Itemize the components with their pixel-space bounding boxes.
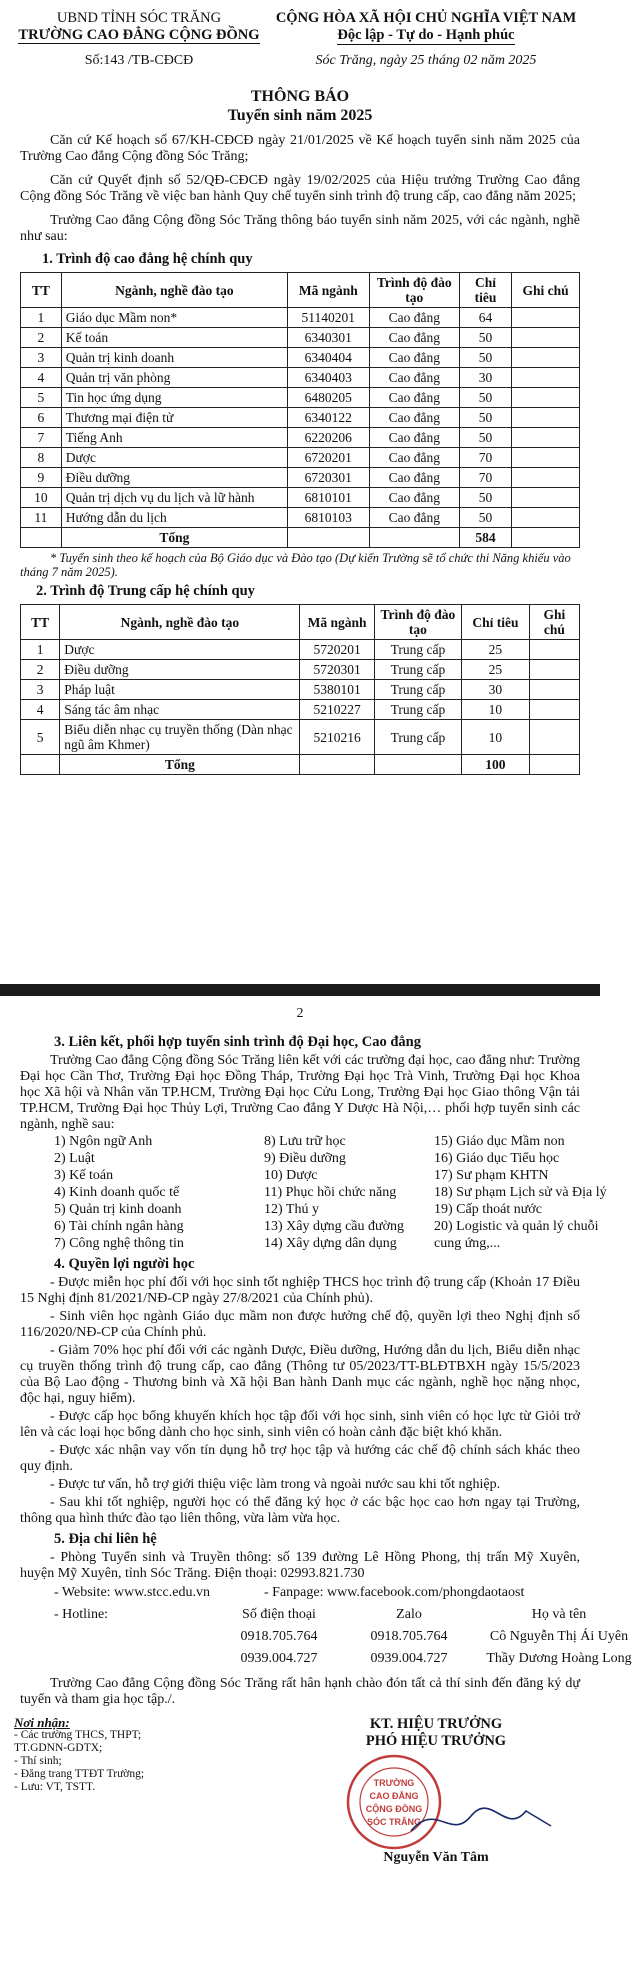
- total-value: 100: [462, 755, 530, 775]
- major-item: 8) Lưu trữ học: [264, 1134, 346, 1149]
- column-header: Mã ngành: [288, 273, 369, 308]
- major-item: 14) Xây dựng dân dụng: [264, 1236, 397, 1251]
- table-cell: 6220206: [288, 428, 369, 448]
- benefit-item: - Giảm 70% học phí đối với các ngành Dược, Điều dưỡng, Hướng dẫn du lịch, Biểu diễn nhạc cụ truyền thống trình độ trung cấp, cao đẳng (Thông tư 05/2023/TT-BLĐTBXH ngày 15/5/2023 của Bộ Lao động - Thương binh và Xã hội Ban hành Danh mục các ngành, nghề học nặng nhọc, độc hại, nguy hiểm).: [20, 1343, 580, 1406]
- table-cell: Trung cấp: [374, 680, 461, 700]
- total-label: Tổng: [61, 528, 287, 548]
- table-row: [21, 448, 580, 468]
- table-cell: 70: [460, 448, 512, 468]
- table-cell: 50: [460, 508, 512, 528]
- table-cell: Tin học ứng dụng: [61, 388, 287, 408]
- table-cell: 50: [460, 408, 512, 428]
- table-cell: Thương mại điện tử: [61, 408, 287, 428]
- column-header: TT: [21, 273, 62, 308]
- table-cell: 1: [21, 640, 60, 660]
- table-cell: Trung cấp: [374, 640, 461, 660]
- national-heading: [266, 10, 586, 45]
- title-line-2: Tuyển sinh năm 2025: [227, 107, 373, 124]
- table-cell: 64: [460, 308, 512, 328]
- table-cell: [512, 448, 580, 468]
- hotline-table: [14, 1604, 632, 1670]
- table-cell: 4: [21, 368, 62, 388]
- table-cell: Tiếng Anh: [61, 428, 287, 448]
- table-cell: 6480205: [288, 388, 369, 408]
- table-cell: 5: [21, 388, 62, 408]
- major-item: 18) Sư phạm Lịch sử và Địa lý: [434, 1185, 607, 1200]
- table-cell: 50: [460, 428, 512, 448]
- document-page-2: [0, 996, 632, 1969]
- hotline-cell: 0918.705.764: [240, 1629, 318, 1644]
- place-date: Sóc Trăng, ngày 25 tháng 02 năm 2025: [315, 53, 537, 68]
- major-item: 20) Logistic và quản lý chuỗi: [434, 1219, 599, 1234]
- sign-title-1: KT. HIỆU TRƯỞNG: [369, 1716, 503, 1732]
- table-cell: [512, 468, 580, 488]
- table-cell: Dược: [60, 640, 300, 660]
- recipient-item: TT.GDNN-GDTX;: [14, 1742, 103, 1754]
- table-cell: 5210216: [300, 720, 374, 755]
- recipients-title: Nơi nhận:: [14, 1715, 70, 1730]
- table-cell: 50: [460, 348, 512, 368]
- table-cell: [512, 388, 580, 408]
- total-cell: [374, 755, 461, 775]
- school-name: TRƯỜNG CAO ĐẲNG CỘNG ĐỒNG: [18, 27, 260, 43]
- table-cell: Cao đẳng: [369, 448, 460, 468]
- major-item: 19) Cấp thoát nước: [434, 1202, 542, 1217]
- table-cell: Cao đẳng: [369, 428, 460, 448]
- table-cell: Điều dưỡng: [60, 660, 300, 680]
- intro-paragraph-2: Căn cứ Quyết định số 52/QĐ-CĐCĐ ngày 19/02/2025 của Hiệu trưởng Trường Cao đẳng Cộng đồng Sóc Trăng về việc ban hành Quy chế tuyển sinh trình độ trung cấp, cao đẳng năm 2025;: [20, 173, 580, 204]
- document-title: [14, 87, 586, 125]
- college-programs-table: [20, 272, 580, 548]
- table-cell: Quản trị dịch vụ du lịch và lữ hành: [61, 488, 287, 508]
- table-cell: Hướng dẫn du lịch: [61, 508, 287, 528]
- table-cell: 10: [21, 488, 62, 508]
- column-header: Ghi chú: [529, 605, 579, 640]
- table-cell: [529, 700, 579, 720]
- table-cell: 6810101: [288, 488, 369, 508]
- table-cell: Trung cấp: [374, 660, 461, 680]
- table-cell: Cao đẳng: [369, 368, 460, 388]
- table-cell: Quản trị văn phòng: [61, 368, 287, 388]
- section-4-heading: 4. Quyền lợi người học: [54, 1256, 195, 1272]
- document-number: Số:143 /TB-CĐCĐ: [84, 53, 194, 68]
- major-item: 11) Phục hồi chức năng: [264, 1185, 397, 1200]
- hotline-cell: 0918.705.764: [370, 1629, 448, 1644]
- section-2-heading: 2. Trình độ Trung cấp hệ chính quy: [36, 583, 255, 599]
- major-item: 7) Công nghệ thông tin: [54, 1236, 184, 1251]
- benefit-item: - Sau khi tốt nghiệp, người học có thể đăng ký học ở các bậc học cao hơn ngay tại Trường, thông qua hình thức đào tạo liên thông, vừa làm vừa học.: [20, 1495, 580, 1526]
- hotline-cell: Cô Nguyễn Thị Ái Uyên: [489, 1629, 629, 1644]
- table-cell: 2: [21, 328, 62, 348]
- column-header: Ghi chú: [512, 273, 580, 308]
- table-cell: Kế toán: [61, 328, 287, 348]
- table-cell: 9: [21, 468, 62, 488]
- hotline-header-cell: Số điện thoại: [242, 1607, 316, 1622]
- sign-title-2: PHÓ HIỆU TRƯỞNG: [365, 1733, 507, 1749]
- hotline-header-cell: Zalo: [396, 1607, 422, 1622]
- republic-name: CỘNG HÒA XÃ HỘI CHỦ NGHĨA VIỆT NAM: [275, 10, 577, 26]
- hotline-row: [54, 1648, 632, 1670]
- table-cell: 10: [462, 720, 530, 755]
- total-cell: [512, 528, 580, 548]
- hotline-header-cell: - Hotline:: [54, 1607, 109, 1622]
- table-cell: Trung cấp: [374, 700, 461, 720]
- table-row: [21, 680, 580, 700]
- column-header: Chỉ tiêu: [462, 605, 530, 640]
- column-header: TT: [21, 605, 60, 640]
- table-row: [21, 388, 580, 408]
- table-row: [21, 640, 580, 660]
- recipients-block: [14, 1716, 264, 1866]
- major-item: 16) Giáo dục Tiểu học: [434, 1151, 560, 1166]
- table-cell: 10: [462, 700, 530, 720]
- table-cell: Cao đẳng: [369, 388, 460, 408]
- table-cell: 30: [462, 680, 530, 700]
- column-header: Chỉ tiêu: [460, 273, 512, 308]
- table-row: [21, 468, 580, 488]
- table-cell: Cao đẳng: [369, 348, 460, 368]
- column-header: Ngành, nghề đào tạo: [60, 605, 300, 640]
- table-row: [21, 428, 580, 448]
- intro-paragraph-3: Trường Cao đẳng Cộng đồng Sóc Trăng thông báo tuyển sinh năm 2025, với các ngành, nghề như sau:: [20, 213, 580, 244]
- column-header: Trình độ đào tạo: [369, 273, 460, 308]
- recipient-item: - Thí sinh;: [14, 1755, 62, 1767]
- table-row: [21, 348, 580, 368]
- major-item: 5) Quản trị kinh doanh: [54, 1202, 182, 1217]
- benefit-item: - Được xác nhận vay vốn tín dụng hỗ trợ học tập và hướng các chế độ chính sách khác theo quy định.: [20, 1443, 580, 1474]
- table-cell: Cao đẳng: [369, 488, 460, 508]
- signer-name: Nguyễn Văn Tâm: [383, 1850, 489, 1865]
- hotline-cell: [54, 1626, 214, 1648]
- table-cell: 6: [21, 408, 62, 428]
- table-cell: 5720301: [300, 660, 374, 680]
- table-cell: [512, 368, 580, 388]
- document-meta: [14, 53, 586, 69]
- table-cell: Quản trị kinh doanh: [61, 348, 287, 368]
- column-header: Mã ngành: [300, 605, 374, 640]
- table-cell: [512, 488, 580, 508]
- document-footer: [14, 1716, 586, 1866]
- table-cell: [512, 328, 580, 348]
- fanpage-link[interactable]: - Fanpage: www.facebook.com/phongdaotaost: [264, 1585, 525, 1600]
- table-cell: 3: [21, 680, 60, 700]
- table-cell: 5: [21, 720, 60, 755]
- section-3-text: Trường Cao đẳng Cộng đồng Sóc Trăng liên kết với các trường đại học, cao đẳng như: Trường Đại học Cần Thơ, Trường Đại học Đồng Tháp, Trường Đại học Trà Vinh, Trường Đại học Khoa học Xã hội và Nhân văn TP.HCM, Trường Đại học Cửu Long, Trường Đại học Giao thông Vận tải TP.HCM, Trường Đại học Thủy Lợi, Trường Cao đẳng Y Dược Hà Nội,… phối hợp tuyển sinh các ngành, nghề sau:: [20, 1053, 580, 1132]
- table-cell: [512, 348, 580, 368]
- signature-scribble-icon: [406, 1796, 556, 1846]
- major-item: 3) Kế toán: [54, 1168, 114, 1183]
- page-number: 2: [296, 1006, 304, 1021]
- table-row: [21, 720, 580, 755]
- table-cell: Sáng tác âm nhạc: [60, 700, 300, 720]
- intro-paragraph-1: Căn cứ Kế hoạch số 67/KH-CĐCĐ ngày 21/01/2025 về Kế hoạch tuyển sinh năm 2025 của Trường Cao đẳng Cộng đồng Sóc Trăng;: [20, 133, 580, 164]
- table-cell: 3: [21, 348, 62, 368]
- major-item: 10) Dược: [264, 1168, 318, 1183]
- total-cell: [529, 755, 579, 775]
- table-cell: [512, 508, 580, 528]
- table-cell: Trung cấp: [374, 720, 461, 755]
- table-cell: [512, 428, 580, 448]
- major-item: 17) Sư phạm KHTN: [434, 1168, 549, 1183]
- table-cell: 5210227: [300, 700, 374, 720]
- hotline-cell: [54, 1648, 214, 1670]
- table-cell: [529, 640, 579, 660]
- table-cell: Dược: [61, 448, 287, 468]
- column-header: Ngành, nghề đào tạo: [61, 273, 287, 308]
- major-item: 4) Kinh doanh quốc tế: [54, 1185, 180, 1200]
- table-row: [21, 308, 580, 328]
- table-row: [21, 368, 580, 388]
- section-3-heading: 3. Liên kết, phối hợp tuyển sinh trình độ Đại học, Cao đẳng: [54, 1034, 421, 1050]
- majors-list: [54, 1133, 607, 1252]
- table-cell: Cao đẳng: [369, 468, 460, 488]
- major-item: 12) Thú y: [264, 1202, 319, 1217]
- table-cell: 51140201: [288, 308, 369, 328]
- table-cell: 11: [21, 508, 62, 528]
- total-cell: [21, 528, 62, 548]
- table-cell: 8: [21, 448, 62, 468]
- major-item: 6) Tài chính ngân hàng: [54, 1219, 184, 1234]
- table-cell: Cao đẳng: [369, 328, 460, 348]
- signature-block: [286, 1716, 586, 1866]
- table-row: [21, 408, 580, 428]
- table-cell: 6720201: [288, 448, 369, 468]
- table-cell: 6340404: [288, 348, 369, 368]
- table-row: [21, 508, 580, 528]
- table-cell: 50: [460, 328, 512, 348]
- table-cell: 6340403: [288, 368, 369, 388]
- table-cell: 2: [21, 660, 60, 680]
- table-cell: [512, 308, 580, 328]
- table-cell: Giáo dục Mầm non*: [61, 308, 287, 328]
- benefit-item: - Được cấp học bổng khuyến khích học tập đối với học sinh, sinh viên có học lực từ Giỏi trở lên và các loại học bổng dành cho học sinh, sinh viên có hoàn cảnh đặc biệt khó khăn.: [20, 1409, 580, 1440]
- table-cell: 70: [460, 468, 512, 488]
- table-cell: [529, 660, 579, 680]
- table-cell: 6340122: [288, 408, 369, 428]
- table-row: [21, 660, 580, 680]
- hotline-cell: Thầy Dương Hoàng Long: [486, 1651, 632, 1666]
- table-cell: 50: [460, 488, 512, 508]
- total-row: [21, 755, 580, 775]
- table-cell: Cao đẳng: [369, 308, 460, 328]
- table-cell: 6720301: [288, 468, 369, 488]
- hotline-row: [54, 1626, 629, 1648]
- recipient-item: - Các trường THCS, THPT;: [14, 1729, 142, 1741]
- document-page-1: [0, 0, 600, 960]
- table-cell: 6810103: [288, 508, 369, 528]
- major-item: 9) Điều dưỡng: [264, 1151, 346, 1166]
- table-cell: Điều dưỡng: [61, 468, 287, 488]
- table-cell: 1: [21, 308, 62, 328]
- benefit-item: - Được tư vấn, hỗ trợ giới thiệu việc làm trong và ngoài nước sau khi tốt nghiệp.: [50, 1477, 501, 1492]
- major-item: 2) Luật: [54, 1151, 95, 1166]
- benefit-item: - Được miễn học phí đối với học sinh tốt nghiệp THCS học trình độ trung cấp (Khoản 17 Điều 15 Nghị định 81/2021/NĐ-CP ngày 27/8/2021 của Chính phủ).: [20, 1275, 580, 1306]
- column-header: Trình độ đào tạo: [374, 605, 461, 640]
- table-cell: Cao đẳng: [369, 408, 460, 428]
- stamp-text: SÓC TRĂNG: [367, 1817, 421, 1827]
- stamp-text: TRƯỜNG: [373, 1778, 415, 1788]
- table-cell: 25: [462, 660, 530, 680]
- total-cell: [21, 755, 60, 775]
- table-cell: 7: [21, 428, 62, 448]
- stamp-text: CAO ĐẲNG: [369, 1791, 419, 1801]
- hotline-cell: 0939.004.727: [370, 1651, 448, 1666]
- major-item: cung ứng,...: [434, 1236, 501, 1251]
- total-value: 584: [460, 528, 512, 548]
- section-5-heading: 5. Địa chỉ liên hệ: [54, 1531, 157, 1547]
- table-cell: 50: [460, 388, 512, 408]
- recipient-item: - Lưu: VT, TSTT.: [14, 1781, 96, 1793]
- table-cell: [529, 680, 579, 700]
- major-item: 1) Ngôn ngữ Anh: [54, 1134, 153, 1149]
- section-1-heading: 1. Trình độ cao đẳng hệ chính quy: [42, 251, 253, 267]
- total-cell: [300, 755, 374, 775]
- table-row: [21, 328, 580, 348]
- document-header: [14, 0, 586, 45]
- recipient-item: - Đăng trang TTĐT Trường;: [14, 1768, 145, 1780]
- agency-name: UBND TỈNH SÓC TRĂNG: [56, 10, 222, 26]
- section-1-note: * Tuyển sinh theo kế hoạch của Bộ Giáo dục và Đào tạo (Dự kiến Trường sẽ tổ chức thi Năng khiếu vào tháng 7 năm 2025).: [20, 551, 571, 579]
- national-motto: Độc lập - Tự do - Hạnh phúc: [337, 27, 515, 43]
- table-cell: 5720201: [300, 640, 374, 660]
- table-row: [21, 488, 580, 508]
- website-link[interactable]: - Website: www.stcc.edu.vn: [54, 1585, 210, 1600]
- table-cell: 25: [462, 640, 530, 660]
- benefits-list: [14, 1275, 586, 1527]
- table-cell: [512, 408, 580, 428]
- table-cell: [529, 720, 579, 755]
- table-cell: 4: [21, 700, 60, 720]
- page-separator: [0, 984, 600, 996]
- closing-paragraph: Trường Cao đẳng Cộng đồng Sóc Trăng rất hân hạnh chào đón tất cả thí sinh đến đăng ký dự tuyển và tham gia học tập./.: [20, 1676, 580, 1707]
- hotline-header-cell: Họ và tên: [531, 1607, 587, 1622]
- vocational-programs-table: [20, 604, 580, 775]
- table-cell: 6340301: [288, 328, 369, 348]
- benefit-item: - Sinh viên học ngành Giáo dục mầm non được hưởng chế độ, quyền lợi theo Nghị định số 116/2020/NĐ-CP của Chính phủ.: [20, 1309, 580, 1340]
- hotline-header: [54, 1604, 586, 1626]
- issuer-block: [14, 10, 264, 45]
- total-cell: [369, 528, 460, 548]
- hotline-cell: 0939.004.727: [240, 1651, 318, 1666]
- table-cell: Pháp luật: [60, 680, 300, 700]
- table-cell: Biểu diễn nhạc cụ truyền thống (Dàn nhạc ngũ âm Khmer): [60, 720, 300, 755]
- stamp-text: CỘNG ĐỒNG: [365, 1804, 423, 1814]
- total-label: Tổng: [60, 755, 300, 775]
- total-row: [21, 528, 580, 548]
- web-links: [54, 1582, 586, 1604]
- contact-address: - Phòng Tuyển sinh và Truyền thông: số 139 đường Lê Hồng Phong, thị trấn Mỹ Xuyên, huyện Mỹ Xuyên, tỉnh Sóc Trăng. Điện thoại: 02993.821.730: [20, 1550, 580, 1581]
- table-cell: 5380101: [300, 680, 374, 700]
- table-row: [21, 700, 580, 720]
- total-cell: [288, 528, 369, 548]
- major-item: 15) Giáo dục Mầm non: [434, 1134, 565, 1149]
- major-item: 13) Xây dựng cầu đường: [264, 1219, 404, 1234]
- table-cell: 30: [460, 368, 512, 388]
- title-line-1: THÔNG BÁO: [250, 88, 350, 105]
- table-cell: Cao đẳng: [369, 508, 460, 528]
